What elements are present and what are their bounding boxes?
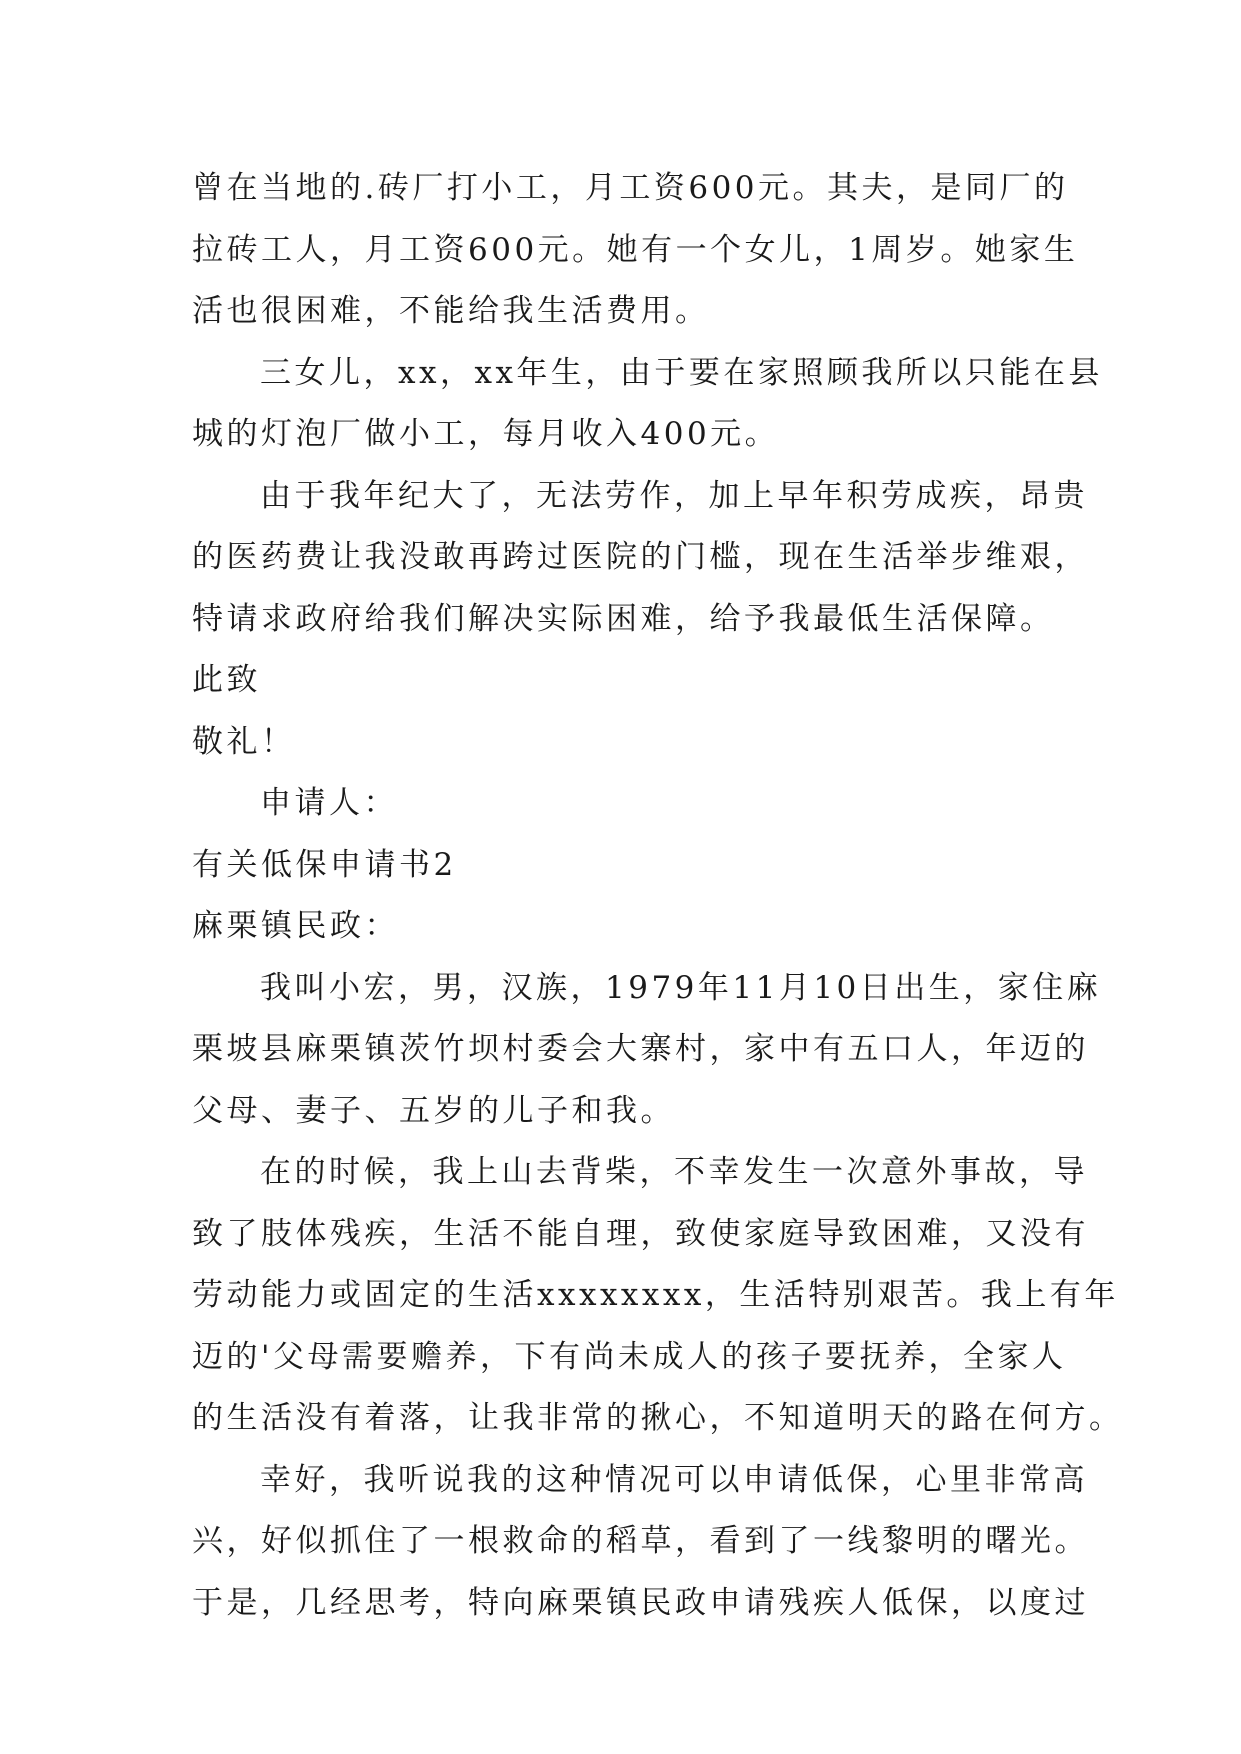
text-line: 在的时候，我上山去背柴，不幸发生一次意外事故，导 xyxy=(260,1154,1088,1190)
text-line: 父母、妻子、五岁的儿子和我。 xyxy=(192,1092,675,1129)
text-line: 申请人： xyxy=(260,785,398,821)
text-line: 的医药费让我没敢再跨过医院的门槛，现在生活举步维艰， xyxy=(192,539,1089,575)
text-line: 城的灯泡厂做小工，每月收入400元。 xyxy=(192,416,780,452)
text-line: 此致 xyxy=(192,662,261,698)
text-line: 敬礼！ xyxy=(192,723,296,760)
text-line: 麻栗镇民政： xyxy=(192,908,399,944)
text-line: 致了肢体残疾，生活不能自理，致使家庭导致困难，又没有 xyxy=(192,1215,1089,1252)
text-line: 特请求政府给我们解决实际困难，给予我最低生活保障。 xyxy=(192,600,1055,637)
text-line: 的生活没有着落，让我非常的揪心，不知道明天的路在何方。 xyxy=(192,1400,1124,1436)
text-line: 有关低保申请书2 xyxy=(192,846,457,883)
text-line: 劳动能力或固定的生活xxxxxxxx，生活特别艰苦。我上有年 xyxy=(192,1277,1119,1313)
text-line: 我叫小宏，男，汉族，1979年11月10日出生，家住麻 xyxy=(260,969,1102,1006)
document-body xyxy=(192,158,1124,1634)
text-line: 幸好，我听说我的这种情况可以申请低保，心里非常高 xyxy=(260,1461,1088,1498)
text-line: 活也很困难，不能给我生活费用。 xyxy=(192,293,710,329)
text-line: 栗坡县麻栗镇茨竹坝村委会大寨村，家中有五口人，年迈的 xyxy=(192,1031,1089,1067)
text-line: 兴，好似抓住了一根救命的稻草，看到了一线黎明的曙光。 xyxy=(192,1523,1089,1559)
text-line: 三女儿，xx，xx年生，由于要在家照顾我所以只能在县 xyxy=(260,354,1103,391)
text-line: 由于我年纪大了，无法劳作，加上早年积劳成疾，昂贵 xyxy=(260,477,1088,514)
text-line: 迈的'父母需要赡养，下有尚未成人的孩子要抚养，全家人 xyxy=(192,1338,1067,1375)
text-line: 于是，几经思考，特向麻栗镇民政申请残疾人低保，以度过 xyxy=(192,1584,1089,1621)
text-line: 拉砖工人，月工资600元。她有一个女儿，1周岁。她家生 xyxy=(192,231,1079,268)
text-line: 曾在当地的.砖厂打小工，月工资600元。其夫，是同厂的 xyxy=(192,170,1069,206)
